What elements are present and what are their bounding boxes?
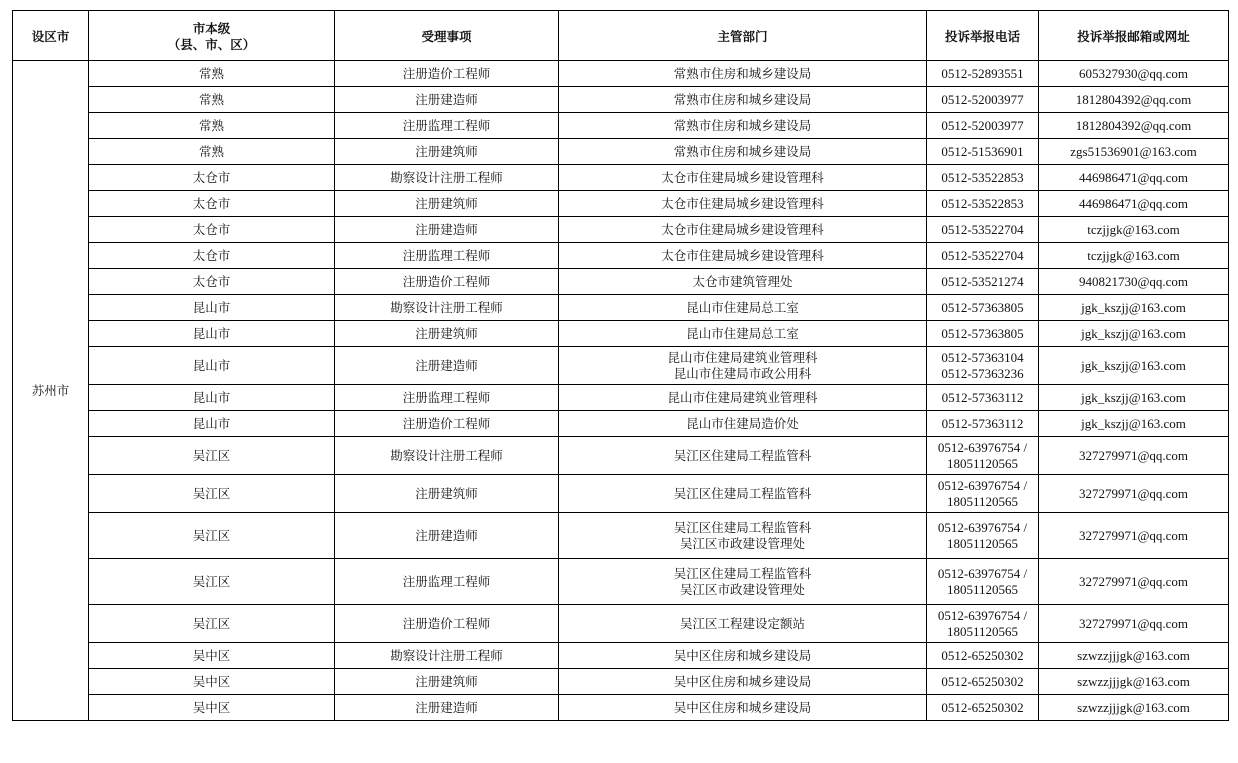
county-cell: 常熟 [89, 61, 335, 87]
email-cell: tczjjgk@163.com [1039, 217, 1229, 243]
dept-cell [559, 513, 927, 559]
county-cell: 太仓市 [89, 217, 335, 243]
dept-cell: 太仓市住建局城乡建设管理科 [559, 165, 927, 191]
item-cell: 注册建造师 [335, 87, 559, 113]
table-row [13, 411, 1229, 437]
dept-line: 吴江区住建局工程监管科 [673, 519, 812, 535]
dept-cell: 吴江区住建局工程监管科 [559, 475, 927, 513]
phone-line: 18051120565 [946, 623, 1019, 639]
phone-line: 18051120565 [946, 581, 1019, 597]
item-cell: 注册建筑师 [335, 669, 559, 695]
county-cell: 昆山市 [89, 321, 335, 347]
item-cell: 注册造价工程师 [335, 61, 559, 87]
item-cell: 注册监理工程师 [335, 559, 559, 605]
phone-cell: 0512-51536901 [927, 139, 1039, 165]
county-cell: 昆山市 [89, 385, 335, 411]
header-county-line1: 市本级 [192, 20, 231, 36]
dept-line: 吴江区市政建设管理处 [679, 535, 805, 551]
county-cell: 吴中区 [89, 669, 335, 695]
phone-cell: 0512-53521274 [927, 269, 1039, 295]
phone-cell: 0512-57363805 [927, 295, 1039, 321]
email-cell: szwzzjjjgk@163.com [1039, 643, 1229, 669]
phone-cell [927, 559, 1039, 605]
phone-cell: 0512-65250302 [927, 695, 1039, 721]
dept-cell: 太仓市建筑管理处 [559, 269, 927, 295]
phone-cell [927, 437, 1039, 475]
phone-cell: 0512-52003977 [927, 87, 1039, 113]
email-cell: szwzzjjjgk@163.com [1039, 695, 1229, 721]
county-cell: 太仓市 [89, 191, 335, 217]
email-cell: 605327930@qq.com [1039, 61, 1229, 87]
dept-cell: 太仓市住建局城乡建设管理科 [559, 243, 927, 269]
table-row [13, 295, 1229, 321]
table-row [13, 669, 1229, 695]
table-row [13, 559, 1229, 605]
table-row [13, 513, 1229, 559]
phone-cell: 0512-53522853 [927, 191, 1039, 217]
email-cell: 446986471@qq.com [1039, 191, 1229, 217]
item-cell: 注册建筑师 [335, 191, 559, 217]
email-cell: jgk_kszjj@163.com [1039, 385, 1229, 411]
email-cell: 1812804392@qq.com [1039, 87, 1229, 113]
city-cell: 苏州市 [13, 61, 89, 721]
phone-line: 0512-63976754 / [937, 477, 1028, 493]
item-cell: 勘察设计注册工程师 [335, 437, 559, 475]
table-row [13, 61, 1229, 87]
phone-cell [927, 347, 1039, 385]
county-cell: 吴江区 [89, 605, 335, 643]
dept-line: 吴江区市政建设管理处 [679, 581, 805, 597]
phone-line: 18051120565 [946, 493, 1019, 509]
phone-cell: 0512-52893551 [927, 61, 1039, 87]
item-cell: 注册建筑师 [335, 475, 559, 513]
item-cell: 注册造价工程师 [335, 411, 559, 437]
phone-cell [927, 475, 1039, 513]
email-cell: 327279971@qq.com [1039, 605, 1229, 643]
item-cell: 注册建造师 [335, 347, 559, 385]
email-cell: szwzzjjjgk@163.com [1039, 669, 1229, 695]
county-cell: 昆山市 [89, 411, 335, 437]
table-row [13, 605, 1229, 643]
dept-cell: 常熟市住房和城乡建设局 [559, 61, 927, 87]
item-cell: 注册建筑师 [335, 321, 559, 347]
dept-cell: 太仓市住建局城乡建设管理科 [559, 217, 927, 243]
dept-cell: 常熟市住房和城乡建设局 [559, 139, 927, 165]
email-cell: jgk_kszjj@163.com [1039, 321, 1229, 347]
table-row [13, 87, 1229, 113]
item-cell: 注册建造师 [335, 513, 559, 559]
email-cell: 327279971@qq.com [1039, 559, 1229, 605]
header-county-line2: （县、市、区） [167, 36, 256, 52]
table-row [13, 165, 1229, 191]
county-cell: 吴江区 [89, 437, 335, 475]
phone-cell: 0512-53522704 [927, 217, 1039, 243]
table-row [13, 113, 1229, 139]
dept-cell: 昆山市住建局总工室 [559, 295, 927, 321]
table-row [13, 643, 1229, 669]
table-row [13, 243, 1229, 269]
item-cell: 注册建造师 [335, 695, 559, 721]
email-cell: jgk_kszjj@163.com [1039, 411, 1229, 437]
dept-cell: 吴江区住建局工程监管科 [559, 437, 927, 475]
phone-line: 0512-63976754 / [937, 607, 1028, 623]
phone-line: 0512-63976754 / [937, 565, 1028, 581]
phone-cell: 0512-57363112 [927, 411, 1039, 437]
item-cell: 注册建筑师 [335, 139, 559, 165]
county-cell: 太仓市 [89, 243, 335, 269]
header-phone: 投诉举报电话 [927, 11, 1039, 61]
table-row [13, 475, 1229, 513]
county-cell: 常熟 [89, 87, 335, 113]
email-cell: 1812804392@qq.com [1039, 113, 1229, 139]
phone-line: 18051120565 [946, 455, 1019, 471]
email-cell: jgk_kszjj@163.com [1039, 295, 1229, 321]
phone-line: 18051120565 [946, 535, 1019, 551]
email-cell: 327279971@qq.com [1039, 513, 1229, 559]
county-cell: 吴中区 [89, 695, 335, 721]
county-cell: 常熟 [89, 139, 335, 165]
item-cell: 注册建造师 [335, 217, 559, 243]
dept-cell [559, 559, 927, 605]
phone-line: 0512-57363236 [941, 365, 1024, 381]
complaint-contacts-table [12, 10, 1229, 721]
header-row [13, 11, 1229, 61]
dept-cell [559, 347, 927, 385]
dept-cell: 太仓市住建局城乡建设管理科 [559, 191, 927, 217]
dept-line: 吴江区住建局工程监管科 [673, 565, 812, 581]
phone-line: 0512-57363104 [941, 349, 1024, 365]
email-cell: jgk_kszjj@163.com [1039, 347, 1229, 385]
phone-cell: 0512-57363112 [927, 385, 1039, 411]
item-cell: 勘察设计注册工程师 [335, 643, 559, 669]
county-cell: 昆山市 [89, 347, 335, 385]
county-cell: 吴中区 [89, 643, 335, 669]
table-row [13, 269, 1229, 295]
header-dept: 主管部门 [559, 11, 927, 61]
table-row [13, 191, 1229, 217]
phone-cell: 0512-65250302 [927, 669, 1039, 695]
phone-line: 0512-63976754 / [937, 519, 1028, 535]
dept-line: 昆山市住建局市政公用科 [673, 365, 812, 381]
item-cell: 注册造价工程师 [335, 269, 559, 295]
table-row [13, 217, 1229, 243]
phone-cell: 0512-57363805 [927, 321, 1039, 347]
dept-cell: 吴江区工程建设定额站 [559, 605, 927, 643]
county-cell: 太仓市 [89, 269, 335, 295]
dept-cell: 常熟市住房和城乡建设局 [559, 87, 927, 113]
dept-cell: 常熟市住房和城乡建设局 [559, 113, 927, 139]
header-email: 投诉举报邮箱或网址 [1039, 11, 1229, 61]
header-county [89, 11, 335, 61]
table-body [13, 61, 1229, 721]
header-city: 设区市 [13, 11, 89, 61]
table-row [13, 437, 1229, 475]
item-cell: 勘察设计注册工程师 [335, 165, 559, 191]
table-row [13, 695, 1229, 721]
table-row [13, 347, 1229, 385]
item-cell: 注册监理工程师 [335, 243, 559, 269]
phone-cell: 0512-53522704 [927, 243, 1039, 269]
table-row [13, 385, 1229, 411]
dept-cell: 昆山市住建局造价处 [559, 411, 927, 437]
header-item: 受理事项 [335, 11, 559, 61]
item-cell: 注册造价工程师 [335, 605, 559, 643]
dept-line: 昆山市住建局建筑业管理科 [667, 349, 818, 365]
item-cell: 注册监理工程师 [335, 385, 559, 411]
phone-cell: 0512-65250302 [927, 643, 1039, 669]
phone-cell [927, 513, 1039, 559]
county-cell: 太仓市 [89, 165, 335, 191]
dept-cell: 吴中区住房和城乡建设局 [559, 669, 927, 695]
email-cell: 327279971@qq.com [1039, 475, 1229, 513]
email-cell: tczjjgk@163.com [1039, 243, 1229, 269]
phone-cell: 0512-52003977 [927, 113, 1039, 139]
phone-cell: 0512-53522853 [927, 165, 1039, 191]
item-cell: 勘察设计注册工程师 [335, 295, 559, 321]
email-cell: 940821730@qq.com [1039, 269, 1229, 295]
phone-cell [927, 605, 1039, 643]
dept-cell: 吴中区住房和城乡建设局 [559, 695, 927, 721]
county-cell: 吴江区 [89, 475, 335, 513]
dept-cell: 昆山市住建局总工室 [559, 321, 927, 347]
table-row [13, 139, 1229, 165]
email-cell: zgs51536901@163.com [1039, 139, 1229, 165]
county-cell: 昆山市 [89, 295, 335, 321]
email-cell: 327279971@qq.com [1039, 437, 1229, 475]
county-cell: 常熟 [89, 113, 335, 139]
county-cell: 吴江区 [89, 559, 335, 605]
dept-cell: 昆山市住建局建筑业管理科 [559, 385, 927, 411]
county-cell: 吴江区 [89, 513, 335, 559]
table-row [13, 321, 1229, 347]
item-cell: 注册监理工程师 [335, 113, 559, 139]
phone-line: 0512-63976754 / [937, 439, 1028, 455]
email-cell: 446986471@qq.com [1039, 165, 1229, 191]
dept-cell: 吴中区住房和城乡建设局 [559, 643, 927, 669]
